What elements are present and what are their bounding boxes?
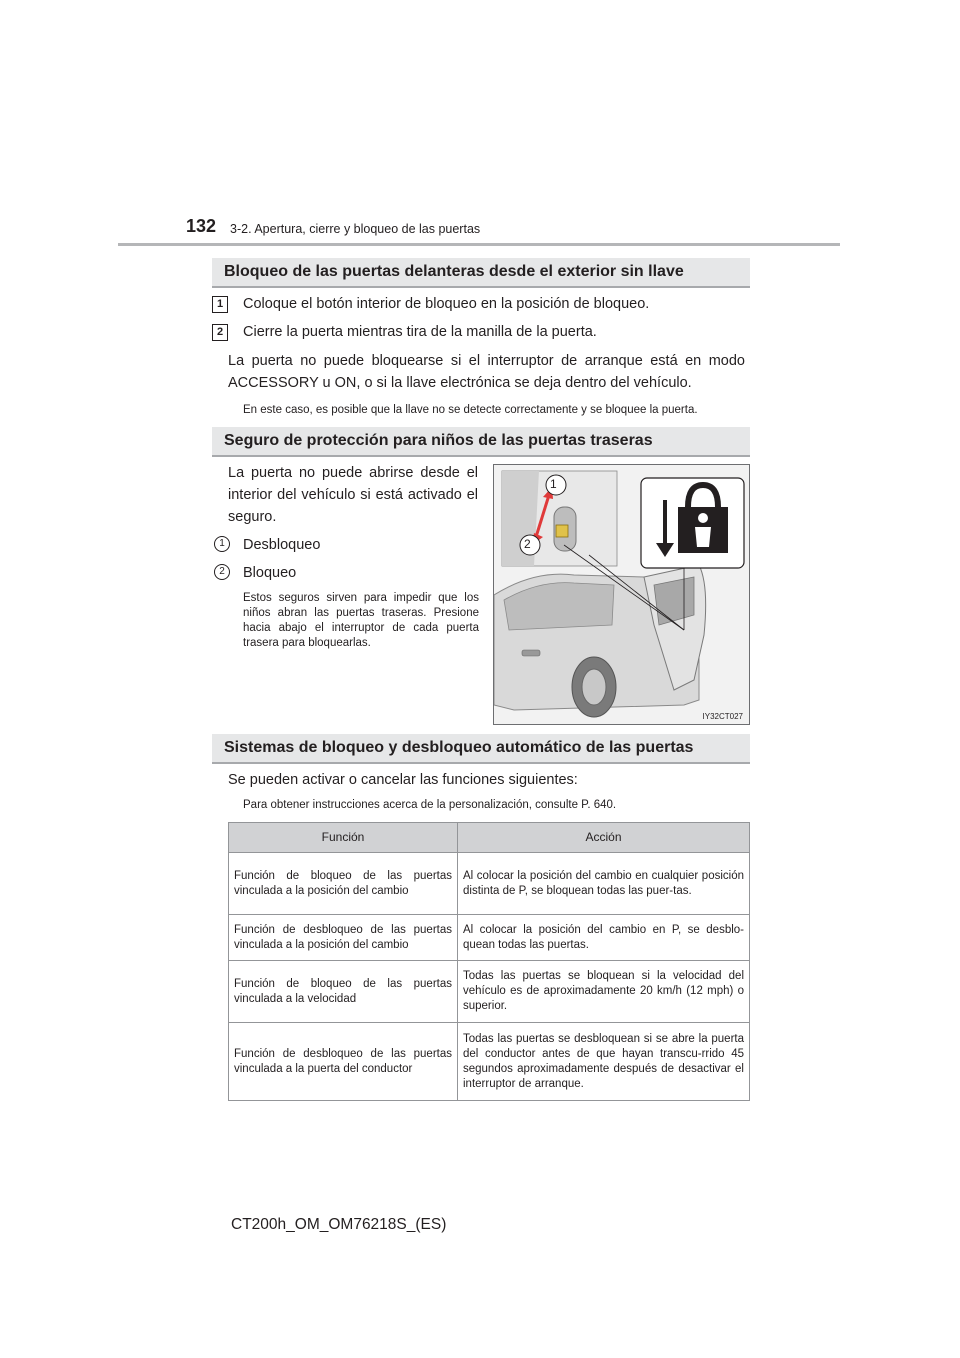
step-text-1: Coloque el botón interior de bloqueo en la posición de bloqueo. <box>243 296 650 312</box>
table-cell-function: Función de desbloqueo de las puertas vinculada a la puerta del conductor <box>229 1023 458 1101</box>
footer-code: CT200h_OM_OM76218S_(ES) <box>231 1216 447 1233</box>
step-text-2: Cierre la puerta mientras tira de la manilla de la puerta. <box>243 324 597 340</box>
section-title-bar <box>212 734 750 764</box>
item-number-1: 1 <box>214 536 230 552</box>
figure-callout-1: 1 <box>550 477 557 491</box>
table-cell-function: Función de desbloqueo de las puertas vinculada a la posición del cambio <box>229 915 458 961</box>
section-title-bar <box>212 427 750 457</box>
paragraph: La puerta no puede abrirse desde el interior del vehículo si está activado el seguro. <box>228 465 478 525</box>
table-header-action: Acción <box>458 823 750 853</box>
running-head: 3-2. Apertura, cierre y bloqueo de las puertas <box>230 222 481 236</box>
table-cell-action: Todas las puertas se desbloquean si se abre la puerta del conductor antes de que hayan transcu-rrido 45 segundos aproximadamente después de desactivar el interruptor de arranque. <box>458 1023 750 1101</box>
table-cell-function: Función de bloqueo de las puertas vinculada a la posición del cambio <box>229 853 458 915</box>
item-text-lock: Bloqueo <box>243 565 297 581</box>
table-header-function: Función <box>229 823 458 853</box>
note: Para obtener instrucciones acerca de la personalización, consulte P. 640. <box>243 799 617 811</box>
step-number-1: 1 <box>212 296 228 313</box>
table-row <box>229 853 750 915</box>
table-cell-action: Al colocar la posición del cambio en cualquier posición distinta de P, se bloquean todas las puer-tas. <box>458 853 750 915</box>
car-door-diagram <box>494 465 750 725</box>
step-number-2: 2 <box>212 324 228 341</box>
table-cell-action: Todas las puertas se bloquean si la velocidad del vehículo es de aproximadamente 20 km/h (12 mph) o superior. <box>458 961 750 1023</box>
page-number: 132 <box>186 216 217 236</box>
table-cell-action: Al colocar la posición del cambio en P, se desblo-quean todas las puertas. <box>458 915 750 961</box>
figure-callout-2: 2 <box>524 537 531 551</box>
functions-table <box>228 822 750 1101</box>
paragraph: La puerta no puede bloquearse si el interruptor de arranque está en modo ACCESSORY u ON, o si la llave electrónica se deja dentro del vehículo. <box>228 353 745 391</box>
table-header-row <box>229 823 750 853</box>
table-cell-function: Función de bloqueo de las puertas vinculada a la velocidad <box>229 961 458 1023</box>
table-row <box>229 1023 750 1101</box>
section-title: Seguro de protección para niños de las puertas traseras <box>224 432 653 449</box>
figure-code: IY32CT027 <box>702 712 743 721</box>
section-title: Sistemas de bloqueo y desbloqueo automático de las puertas <box>224 739 694 756</box>
item-number-2: 2 <box>214 564 230 580</box>
table-row <box>229 915 750 961</box>
child-lock-illustration <box>493 464 750 725</box>
section-title: Bloqueo de las puertas delanteras desde el exterior sin llave <box>224 263 684 280</box>
paragraph: Se pueden activar o cancelar las funciones siguientes: <box>228 772 578 788</box>
section-title-bar <box>212 258 750 288</box>
header-rule <box>118 243 840 246</box>
table-row <box>229 961 750 1023</box>
note: En este caso, es posible que la llave no se detecte correctamente y se bloquee la puerta. <box>243 404 698 416</box>
note: Estos seguros sirven para impedir que los niños abran las puertas traseras. Presione hacia abajo el interruptor de cada puerta trasera para bloquearlas. <box>243 592 479 649</box>
item-text-unlock: Desbloqueo <box>243 537 321 553</box>
